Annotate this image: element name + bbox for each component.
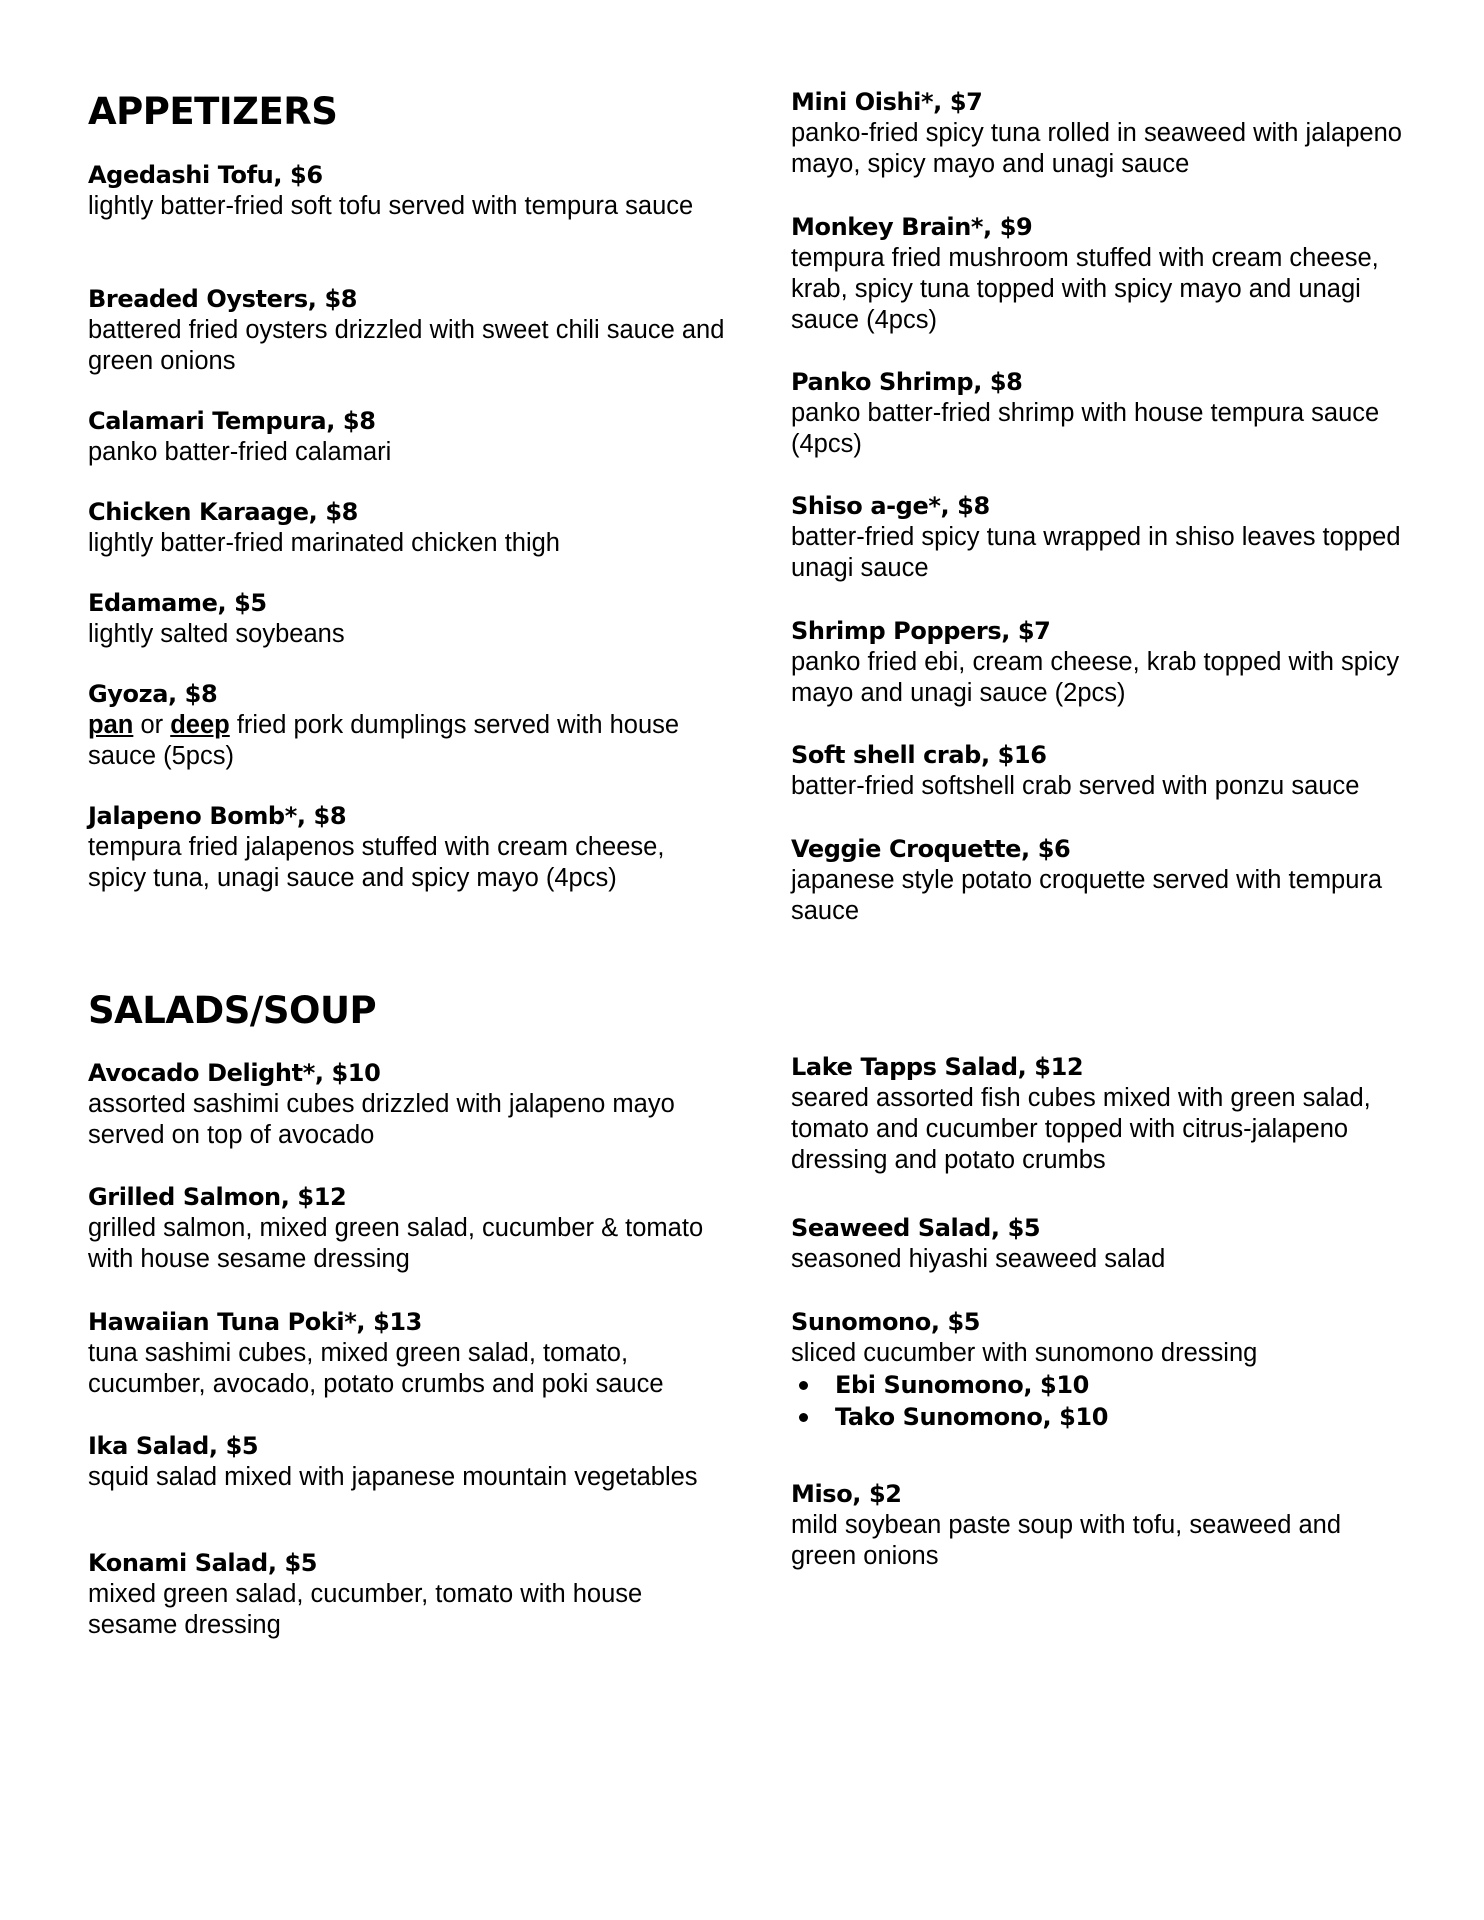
item-name: Veggie Croquette, $6 <box>791 835 1071 863</box>
item-description: lightly batter-fried soft tofu served with tempura sauce <box>88 192 694 220</box>
gyoza-option-pan: pan <box>88 711 134 739</box>
item-description: panko batter-fried calamari <box>88 438 392 466</box>
item-description <box>88 710 728 772</box>
menu-item <box>88 160 693 222</box>
menu-item <box>88 497 560 559</box>
gyoza-desc-rest: fried pork dumplings served with house sauce (5pcs) <box>88 711 680 770</box>
option-label: Ebi Sunomono, $10 <box>835 1371 1089 1399</box>
item-description: batter-fried spicy tuna wrapped in shiso leaves topped unagi sauce <box>791 523 1401 582</box>
menu-item <box>88 801 728 894</box>
item-name: Breaded Oysters, $8 <box>88 285 358 313</box>
item-name: Shiso a-ge*, $8 <box>791 492 990 520</box>
menu-item <box>791 616 1411 709</box>
option-label: Tako Sunomono, $10 <box>835 1403 1109 1431</box>
item-description: seasoned hiyashi seaweed salad <box>791 1245 1166 1273</box>
menu-item <box>791 740 1359 802</box>
item-description: tempura fried jalapenos stuffed with cream cheese, spicy tuna, unagi sauce and spicy mayo (4pcs) <box>88 833 665 892</box>
item-description: grilled salmon, mixed green salad, cucumber & tomato with house sesame dressing <box>88 1214 704 1273</box>
item-description: batter-fried softshell crab served with ponzu sauce <box>791 772 1360 800</box>
item-name: Shrimp Poppers, $7 <box>791 617 1051 645</box>
item-name: Jalapeno Bomb*, $8 <box>88 802 347 830</box>
menu-item <box>791 1052 1411 1176</box>
gyoza-option-or: or <box>140 711 164 739</box>
menu-item <box>88 1058 728 1151</box>
item-description: panko fried ebi, cream cheese, krab topped with spicy mayo and unagi sauce (2pcs) <box>791 648 1400 707</box>
item-name: Gyoza, $8 <box>88 680 218 708</box>
item-description: tempura fried mushroom stuffed with cream cheese, krab, spicy tuna topped with spicy mayo and unagi sauce (4pcs) <box>791 244 1379 334</box>
item-name: Edamame, $5 <box>88 589 267 617</box>
item-name: Mini Oishi*, $7 <box>791 88 983 116</box>
menu-item <box>88 1548 728 1641</box>
menu-item <box>791 212 1411 336</box>
menu-item <box>88 284 728 377</box>
item-name: Calamari Tempura, $8 <box>88 407 376 435</box>
item-description: panko batter-fried shrimp with house tempura sauce (4pcs) <box>791 399 1380 458</box>
item-name: Miso, $2 <box>791 1480 902 1508</box>
item-name: Grilled Salmon, $12 <box>88 1183 347 1211</box>
item-name: Soft shell crab, $16 <box>791 741 1047 769</box>
item-description: assorted sashimi cubes drizzled with jalapeno mayo served on top of avocado <box>88 1090 675 1149</box>
menu-item <box>88 1307 728 1400</box>
appetizers-heading: APPETIZERS <box>88 90 338 133</box>
item-name: Monkey Brain*, $9 <box>791 213 1033 241</box>
menu-item <box>791 1213 1165 1275</box>
item-description: lightly salted soybeans <box>88 620 345 648</box>
menu-item <box>88 1431 698 1493</box>
item-name: Ika Salad, $5 <box>88 1432 259 1460</box>
item-description: battered fried oysters drizzled with sweet chili sauce and green onions <box>88 316 725 375</box>
item-description: mild soybean paste soup with tofu, seaweed and green onions <box>791 1511 1342 1570</box>
item-name: Agedashi Tofu, $6 <box>88 161 323 189</box>
sunomono-options <box>791 1369 1257 1433</box>
menu-item <box>88 679 728 772</box>
item-description: panko-fried spicy tuna rolled in seaweed with jalapeno mayo, spicy mayo and unagi sauce <box>791 119 1402 178</box>
bullet-icon <box>799 1381 808 1390</box>
menu-item <box>791 367 1411 460</box>
item-description: seared assorted fish cubes mixed with green salad, tomato and cucumber topped with citrus-jalapeno dressing and potato crumbs <box>791 1084 1371 1174</box>
sunomono-option <box>791 1401 1257 1433</box>
item-description: mixed green salad, cucumber, tomato with house sesame dressing <box>88 1580 643 1639</box>
menu-item <box>88 406 391 468</box>
item-name: Avocado Delight*, $10 <box>88 1059 381 1087</box>
menu-item <box>791 87 1411 180</box>
item-name: Sunomono, $5 <box>791 1308 981 1336</box>
sunomono-option <box>791 1369 1257 1401</box>
item-description: japanese style potato croquette served with tempura sauce <box>791 866 1383 925</box>
menu-item <box>88 588 345 650</box>
item-name: Seaweed Salad, $5 <box>791 1214 1041 1242</box>
menu-item <box>791 834 1411 927</box>
salads-soup-heading: SALADS/SOUP <box>88 989 377 1032</box>
menu-item <box>88 1182 728 1275</box>
menu-item <box>791 491 1411 584</box>
item-name: Lake Tapps Salad, $12 <box>791 1053 1084 1081</box>
item-description: squid salad mixed with japanese mountain vegetables <box>88 1463 698 1491</box>
item-name: Panko Shrimp, $8 <box>791 368 1023 396</box>
item-name: Konami Salad, $5 <box>88 1549 318 1577</box>
item-name: Chicken Karaage, $8 <box>88 498 358 526</box>
item-description: lightly batter-fried marinated chicken thigh <box>88 529 560 557</box>
item-description: sliced cucumber with sunomono dressing <box>791 1339 1258 1367</box>
bullet-icon <box>799 1413 808 1422</box>
item-name: Hawaiian Tuna Poki*, $13 <box>88 1308 422 1336</box>
item-description: tuna sashimi cubes, mixed green salad, tomato, cucumber, avocado, potato crumbs and poki sauce <box>88 1339 664 1398</box>
menu-item <box>791 1479 1411 1572</box>
menu-item <box>791 1307 1257 1433</box>
gyoza-option-deep: deep <box>170 711 230 739</box>
